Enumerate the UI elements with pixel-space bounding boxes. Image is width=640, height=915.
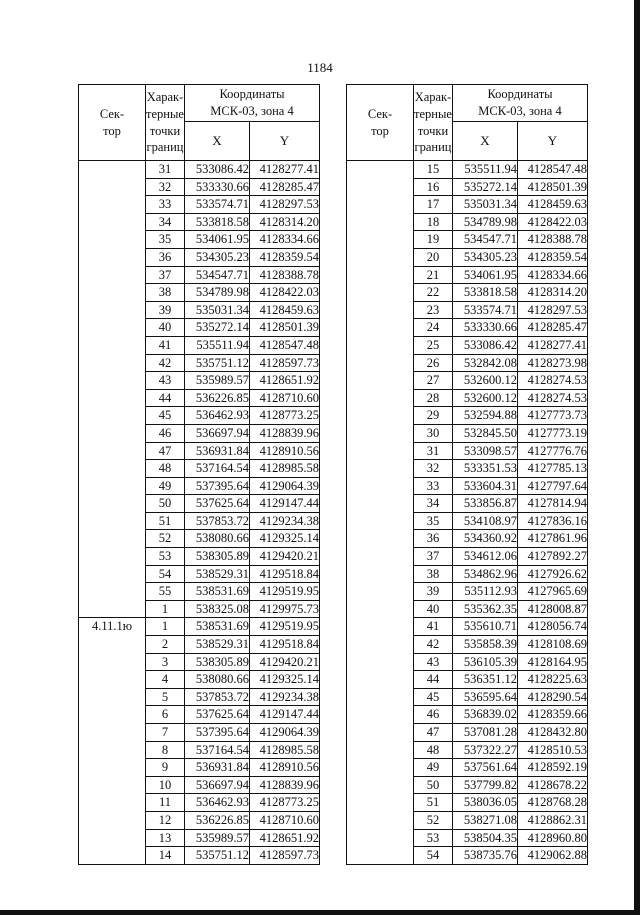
x-coordinate-cell: 534061.95: [185, 231, 250, 249]
point-number-cell: 40: [146, 319, 185, 337]
point-number-cell: 32: [146, 178, 185, 196]
x-coordinate-cell: 533086.42: [453, 336, 518, 354]
y-coordinate-cell: 4128960.80: [518, 829, 588, 847]
point-number-cell: 35: [146, 231, 185, 249]
y-coordinate-cell: 4128359.54: [250, 248, 320, 266]
x-coordinate-cell: 533818.58: [185, 213, 250, 231]
table-row: [79, 161, 320, 179]
y-coordinate-cell: 4129975.73: [250, 600, 320, 618]
x-coordinate-cell: 538305.89: [185, 653, 250, 671]
y-coordinate-cell: 4129325.14: [250, 530, 320, 548]
x-coordinate-cell: 536595.64: [453, 688, 518, 706]
x-coordinate-cell: 536931.84: [185, 442, 250, 460]
point-number-cell: 54: [146, 565, 185, 583]
point-number-cell: 7: [146, 724, 185, 742]
x-coordinate-cell: 534360.92: [453, 530, 518, 548]
coordinates-table-left: [78, 84, 320, 865]
x-coordinate-cell: 537395.64: [185, 724, 250, 742]
point-number-cell: 39: [146, 301, 185, 319]
point-number-cell: 28: [414, 389, 453, 407]
y-coordinate-cell: 4128277.41: [518, 336, 588, 354]
y-coordinate-cell: 4129519.95: [250, 618, 320, 636]
point-number-cell: 53: [146, 548, 185, 566]
point-number-cell: 49: [414, 759, 453, 777]
x-coordinate-cell: 532845.50: [453, 424, 518, 442]
x-coordinate-cell: 534612.06: [453, 548, 518, 566]
y-coordinate-cell: 4129519.95: [250, 583, 320, 601]
x-coordinate-cell: 537799.82: [453, 776, 518, 794]
y-coordinate-cell: 4128432.80: [518, 724, 588, 742]
point-number-cell: 16: [414, 178, 453, 196]
point-number-cell: 11: [146, 794, 185, 812]
x-coordinate-cell: 537322.27: [453, 741, 518, 759]
y-coordinate-cell: 4128290.54: [518, 688, 588, 706]
y-coordinate-cell: 4128108.69: [518, 636, 588, 654]
x-coordinate-cell: 538080.66: [185, 671, 250, 689]
y-coordinate-cell: 4127773.73: [518, 407, 588, 425]
point-number-cell: 39: [414, 583, 453, 601]
point-number-cell: 32: [414, 460, 453, 478]
y-coordinate-cell: 4128273.98: [518, 354, 588, 372]
x-coordinate-cell: 538036.05: [453, 794, 518, 812]
x-coordinate-cell: 534789.98: [185, 284, 250, 302]
point-number-cell: 12: [146, 811, 185, 829]
point-number-cell: 18: [414, 213, 453, 231]
y-coordinate-cell: 4128274.53: [518, 389, 588, 407]
point-number-cell: 50: [414, 776, 453, 794]
x-coordinate-cell: 535272.14: [185, 319, 250, 337]
y-coordinate-cell: 4127814.94: [518, 495, 588, 513]
point-number-cell: 36: [146, 248, 185, 266]
y-coordinate-cell: 4129147.44: [250, 706, 320, 724]
y-coordinate-cell: 4128274.53: [518, 372, 588, 390]
x-coordinate-cell: 534547.71: [185, 266, 250, 284]
y-coordinate-cell: 4127776.76: [518, 442, 588, 460]
y-coordinate-cell: 4129062.88: [518, 847, 588, 865]
x-coordinate-cell: 535272.14: [453, 178, 518, 196]
y-coordinate-cell: 4127797.64: [518, 477, 588, 495]
y-coordinate-cell: 4128710.60: [250, 811, 320, 829]
point-number-cell: 53: [414, 829, 453, 847]
point-number-cell: 6: [146, 706, 185, 724]
point-number-cell: 1: [146, 618, 185, 636]
y-coordinate-cell: 4128910.56: [250, 759, 320, 777]
point-number-cell: 30: [414, 424, 453, 442]
x-coordinate-cell: 533351.53: [453, 460, 518, 478]
y-coordinate-cell: 4128359.54: [518, 248, 588, 266]
point-number-cell: 43: [146, 372, 185, 390]
y-coordinate-cell: 4128985.58: [250, 460, 320, 478]
y-coordinate-cell: 4128501.39: [518, 178, 588, 196]
point-number-cell: 55: [146, 583, 185, 601]
x-coordinate-cell: 536462.93: [185, 794, 250, 812]
point-number-cell: 34: [146, 213, 185, 231]
x-coordinate-cell: 538531.69: [185, 618, 250, 636]
point-number-cell: 33: [146, 196, 185, 214]
x-coordinate-cell: 537081.28: [453, 724, 518, 742]
y-coordinate-cell: 4127773.19: [518, 424, 588, 442]
x-coordinate-cell: 536226.85: [185, 811, 250, 829]
point-number-cell: 27: [414, 372, 453, 390]
y-coordinate-cell: 4128459.63: [518, 196, 588, 214]
header-coordinates: Координаты МСК-03, зона 4: [453, 85, 588, 122]
y-coordinate-cell: 4128773.25: [250, 794, 320, 812]
y-coordinate-cell: 4128773.25: [250, 407, 320, 425]
x-coordinate-cell: 537625.64: [185, 495, 250, 513]
point-number-cell: 31: [414, 442, 453, 460]
y-coordinate-cell: 4128422.03: [250, 284, 320, 302]
x-coordinate-cell: 536697.94: [185, 424, 250, 442]
point-number-cell: 52: [146, 530, 185, 548]
x-coordinate-cell: 537395.64: [185, 477, 250, 495]
point-number-cell: 40: [414, 600, 453, 618]
header-y: Y: [250, 122, 320, 161]
x-coordinate-cell: 538271.08: [453, 811, 518, 829]
x-coordinate-cell: 532594.88: [453, 407, 518, 425]
y-coordinate-cell: 4129064.39: [250, 477, 320, 495]
x-coordinate-cell: 535989.57: [185, 829, 250, 847]
x-coordinate-cell: 538080.66: [185, 530, 250, 548]
x-coordinate-cell: 538529.31: [185, 565, 250, 583]
header-points: Харак- терные точки границ: [414, 85, 453, 161]
x-coordinate-cell: 535031.34: [453, 196, 518, 214]
point-number-cell: 29: [414, 407, 453, 425]
y-coordinate-cell: 4127785.13: [518, 460, 588, 478]
x-coordinate-cell: 536697.94: [185, 776, 250, 794]
scan-edge-bottom: [0, 910, 640, 915]
y-coordinate-cell: 4128388.78: [250, 266, 320, 284]
point-number-cell: 42: [146, 354, 185, 372]
point-number-cell: 46: [414, 706, 453, 724]
x-coordinate-cell: 538504.35: [453, 829, 518, 847]
y-coordinate-cell: 4128056.74: [518, 618, 588, 636]
coordinates-table-right: [346, 84, 588, 865]
y-coordinate-cell: 4128297.53: [250, 196, 320, 214]
x-coordinate-cell: 535362.35: [453, 600, 518, 618]
x-coordinate-cell: 532842.08: [453, 354, 518, 372]
y-coordinate-cell: 4128334.66: [250, 231, 320, 249]
y-coordinate-cell: 4128547.48: [250, 336, 320, 354]
y-coordinate-cell: 4129518.84: [250, 565, 320, 583]
y-coordinate-cell: 4128225.63: [518, 671, 588, 689]
x-coordinate-cell: 538531.69: [185, 583, 250, 601]
point-number-cell: 38: [146, 284, 185, 302]
y-coordinate-cell: 4128285.47: [250, 178, 320, 196]
x-coordinate-cell: 538735.76: [453, 847, 518, 865]
x-coordinate-cell: 535511.94: [453, 161, 518, 179]
page-number: 1184: [307, 60, 333, 75]
point-number-cell: 5: [146, 688, 185, 706]
y-coordinate-cell: 4128164.95: [518, 653, 588, 671]
point-number-cell: 49: [146, 477, 185, 495]
sector-cell: 4.11.1ю: [79, 618, 146, 864]
x-coordinate-cell: 536839.02: [453, 706, 518, 724]
header-sector: Сек- тор: [79, 85, 146, 161]
header-x: X: [185, 122, 250, 161]
sector-cell: [347, 161, 414, 865]
point-number-cell: 37: [146, 266, 185, 284]
point-number-cell: 43: [414, 653, 453, 671]
y-coordinate-cell: 4128710.60: [250, 389, 320, 407]
table-row: [79, 618, 320, 636]
point-number-cell: 51: [146, 512, 185, 530]
y-coordinate-cell: 4128839.96: [250, 424, 320, 442]
point-number-cell: 31: [146, 161, 185, 179]
y-coordinate-cell: 4128277.41: [250, 161, 320, 179]
x-coordinate-cell: 536226.85: [185, 389, 250, 407]
point-number-cell: 46: [146, 424, 185, 442]
x-coordinate-cell: 537853.72: [185, 688, 250, 706]
y-coordinate-cell: 4128651.92: [250, 829, 320, 847]
point-number-cell: 48: [414, 741, 453, 759]
point-number-cell: 4: [146, 671, 185, 689]
x-coordinate-cell: 534061.95: [453, 266, 518, 284]
y-coordinate-cell: 4129234.38: [250, 512, 320, 530]
y-coordinate-cell: 4128651.92: [250, 372, 320, 390]
y-coordinate-cell: 4129064.39: [250, 724, 320, 742]
y-coordinate-cell: 4128510.53: [518, 741, 588, 759]
x-coordinate-cell: 536105.39: [453, 653, 518, 671]
y-coordinate-cell: 4128547.48: [518, 161, 588, 179]
point-number-cell: 23: [414, 301, 453, 319]
y-coordinate-cell: 4127861.96: [518, 530, 588, 548]
point-number-cell: 14: [146, 847, 185, 865]
x-coordinate-cell: 536462.93: [185, 407, 250, 425]
y-coordinate-cell: 4127965.69: [518, 583, 588, 601]
x-coordinate-cell: 535751.12: [185, 354, 250, 372]
y-coordinate-cell: 4128285.47: [518, 319, 588, 337]
point-number-cell: 37: [414, 548, 453, 566]
y-coordinate-cell: 4129325.14: [250, 671, 320, 689]
x-coordinate-cell: 533604.31: [453, 477, 518, 495]
y-coordinate-cell: 4128862.31: [518, 811, 588, 829]
point-number-cell: 51: [414, 794, 453, 812]
y-coordinate-cell: 4128597.73: [250, 354, 320, 372]
y-coordinate-cell: 4127892.27: [518, 548, 588, 566]
point-number-cell: 45: [146, 407, 185, 425]
point-number-cell: 34: [414, 495, 453, 513]
point-number-cell: 45: [414, 688, 453, 706]
point-number-cell: 41: [146, 336, 185, 354]
point-number-cell: 19: [414, 231, 453, 249]
x-coordinate-cell: 536351.12: [453, 671, 518, 689]
header-points: Харак- терные точки границ: [146, 85, 185, 161]
y-coordinate-cell: 4128910.56: [250, 442, 320, 460]
point-number-cell: 47: [146, 442, 185, 460]
y-coordinate-cell: 4128597.73: [250, 847, 320, 865]
point-number-cell: 54: [414, 847, 453, 865]
x-coordinate-cell: 534789.98: [453, 213, 518, 231]
point-number-cell: 24: [414, 319, 453, 337]
point-number-cell: 1: [146, 600, 185, 618]
point-number-cell: 41: [414, 618, 453, 636]
y-coordinate-cell: 4128388.78: [518, 231, 588, 249]
point-number-cell: 25: [414, 336, 453, 354]
y-coordinate-cell: 4128422.03: [518, 213, 588, 231]
point-number-cell: 44: [414, 671, 453, 689]
x-coordinate-cell: 533086.42: [185, 161, 250, 179]
x-coordinate-cell: 534305.23: [185, 248, 250, 266]
y-coordinate-cell: 4127836.16: [518, 512, 588, 530]
x-coordinate-cell: 535031.34: [185, 301, 250, 319]
sector-cell: [79, 161, 146, 618]
y-coordinate-cell: 4128768.28: [518, 794, 588, 812]
x-coordinate-cell: 537164.54: [185, 460, 250, 478]
x-coordinate-cell: 535751.12: [185, 847, 250, 865]
point-number-cell: 13: [146, 829, 185, 847]
y-coordinate-cell: 4129147.44: [250, 495, 320, 513]
point-number-cell: 21: [414, 266, 453, 284]
x-coordinate-cell: 532600.12: [453, 372, 518, 390]
y-coordinate-cell: 4128839.96: [250, 776, 320, 794]
header-coordinates: Координаты МСК-03, зона 4: [185, 85, 320, 122]
point-number-cell: 8: [146, 741, 185, 759]
y-coordinate-cell: 4128459.63: [250, 301, 320, 319]
x-coordinate-cell: 533574.71: [453, 301, 518, 319]
point-number-cell: 22: [414, 284, 453, 302]
point-number-cell: 26: [414, 354, 453, 372]
y-coordinate-cell: 4128985.58: [250, 741, 320, 759]
y-coordinate-cell: 4128501.39: [250, 319, 320, 337]
x-coordinate-cell: 535858.39: [453, 636, 518, 654]
x-coordinate-cell: 537164.54: [185, 741, 250, 759]
point-number-cell: 44: [146, 389, 185, 407]
y-coordinate-cell: 4128297.53: [518, 301, 588, 319]
x-coordinate-cell: 537853.72: [185, 512, 250, 530]
x-coordinate-cell: 536931.84: [185, 759, 250, 777]
header-x: X: [453, 122, 518, 161]
y-coordinate-cell: 4127926.62: [518, 565, 588, 583]
x-coordinate-cell: 535511.94: [185, 336, 250, 354]
point-number-cell: 20: [414, 248, 453, 266]
x-coordinate-cell: 535112.93: [453, 583, 518, 601]
x-coordinate-cell: 533330.66: [185, 178, 250, 196]
scan-edge-right: [634, 0, 640, 915]
y-coordinate-cell: 4128334.66: [518, 266, 588, 284]
x-coordinate-cell: 538305.89: [185, 548, 250, 566]
x-coordinate-cell: 533330.66: [453, 319, 518, 337]
point-number-cell: 48: [146, 460, 185, 478]
y-coordinate-cell: 4128678.22: [518, 776, 588, 794]
point-number-cell: 50: [146, 495, 185, 513]
x-coordinate-cell: 537561.64: [453, 759, 518, 777]
point-number-cell: 33: [414, 477, 453, 495]
x-coordinate-cell: 533574.71: [185, 196, 250, 214]
point-number-cell: 10: [146, 776, 185, 794]
y-coordinate-cell: 4129420.21: [250, 548, 320, 566]
point-number-cell: 38: [414, 565, 453, 583]
y-coordinate-cell: 4128314.20: [518, 284, 588, 302]
y-coordinate-cell: 4128359.66: [518, 706, 588, 724]
point-number-cell: 42: [414, 636, 453, 654]
y-coordinate-cell: 4128592.19: [518, 759, 588, 777]
point-number-cell: 52: [414, 811, 453, 829]
x-coordinate-cell: 534108.97: [453, 512, 518, 530]
point-number-cell: 9: [146, 759, 185, 777]
header-sector: Сек- тор: [347, 85, 414, 161]
header-y: Y: [518, 122, 588, 161]
point-number-cell: 3: [146, 653, 185, 671]
x-coordinate-cell: 538529.31: [185, 636, 250, 654]
x-coordinate-cell: 533098.57: [453, 442, 518, 460]
x-coordinate-cell: 535610.71: [453, 618, 518, 636]
y-coordinate-cell: 4129234.38: [250, 688, 320, 706]
y-coordinate-cell: 4128008.87: [518, 600, 588, 618]
x-coordinate-cell: 534547.71: [453, 231, 518, 249]
point-number-cell: 17: [414, 196, 453, 214]
x-coordinate-cell: 534305.23: [453, 248, 518, 266]
point-number-cell: 36: [414, 530, 453, 548]
x-coordinate-cell: 537625.64: [185, 706, 250, 724]
y-coordinate-cell: 4128314.20: [250, 213, 320, 231]
x-coordinate-cell: 534862.96: [453, 565, 518, 583]
x-coordinate-cell: 533818.58: [453, 284, 518, 302]
table-row: [347, 161, 588, 179]
y-coordinate-cell: 4129518.84: [250, 636, 320, 654]
x-coordinate-cell: 535989.57: [185, 372, 250, 390]
y-coordinate-cell: 4129420.21: [250, 653, 320, 671]
point-number-cell: 35: [414, 512, 453, 530]
x-coordinate-cell: 538325.08: [185, 600, 250, 618]
point-number-cell: 2: [146, 636, 185, 654]
x-coordinate-cell: 533856.87: [453, 495, 518, 513]
point-number-cell: 15: [414, 161, 453, 179]
point-number-cell: 47: [414, 724, 453, 742]
x-coordinate-cell: 532600.12: [453, 389, 518, 407]
